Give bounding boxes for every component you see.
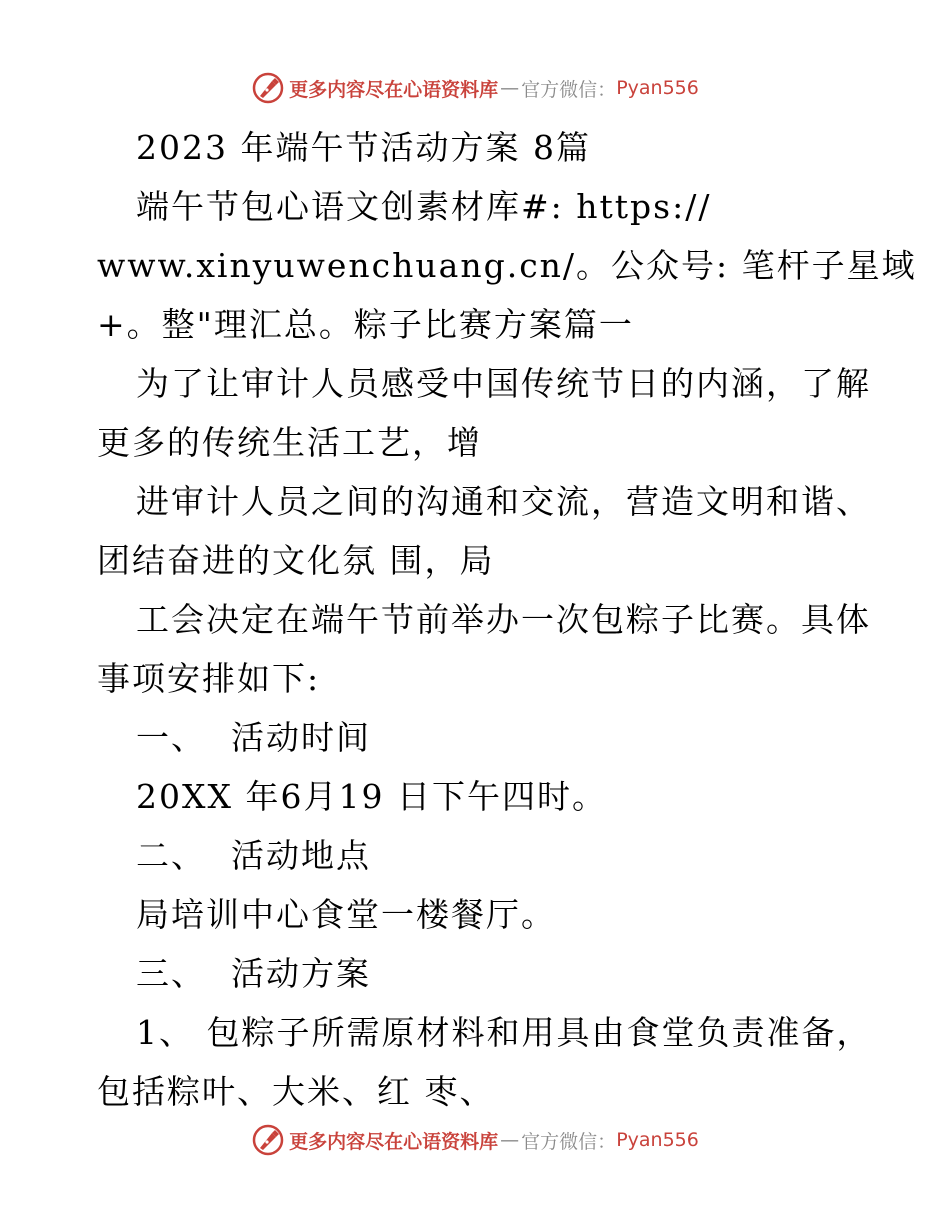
document-line: 进审计人员之间的沟通和交流，营造文明和谐、 [136,482,871,521]
watermark-account: Pyan556 [616,77,699,99]
document-line: 一、 活动时间 [136,718,371,757]
header-watermark [0,68,950,108]
document-line: 1、 包粽子所需原材料和用具由食堂负责准备， [136,1013,872,1052]
document-line: 端午节包心语文创素材库#: https:// [136,187,712,226]
document-line: 20XX 年6月19 日下午四时。 [136,777,607,816]
document-line: 更多的传统生活工艺，增 [97,423,482,462]
watermark-text: 更多内容尽在心语资料库 [289,78,499,101]
pen-nib-logo-icon [251,71,285,105]
watermark-separator: — [500,77,520,99]
watermark-text: 更多内容尽在心语资料库 [289,1130,499,1153]
document-line: +。整"理汇总。粽子比赛方案篇一 [97,305,634,344]
document-line: 2023 年端午节活动方案 8篇 [136,128,591,167]
watermark-account: Pyan556 [616,1129,699,1151]
document-body [97,118,917,1121]
document-line: 为了让审计人员感受中国传统节日的内涵，了解 [136,364,871,403]
pen-nib-logo-icon [251,1123,285,1157]
watermark-official-label: 官方微信： [521,1130,617,1153]
document-line: 工会决定在端午节前举办一次包粽子比赛。具体 [136,600,871,639]
watermark-separator: — [500,1129,520,1151]
document-line: 二、 活动地点 [136,836,371,875]
watermark-official-label: 官方微信： [521,78,617,101]
document-line: 三、 活动方案 [136,954,371,993]
document-line: 事项安排如下: [97,659,321,698]
document-line: www.xinyuwenchuang.cn/。公众号: 笔杆子星域 [97,246,917,285]
document-line: 团结奋进的文化氛 围，局 [97,541,495,580]
document-line: 包括粽叶、大米、红 枣、 [97,1072,495,1111]
footer-watermark [0,1120,950,1160]
document-line: 局培训中心食堂一楼餐厅。 [136,895,556,934]
